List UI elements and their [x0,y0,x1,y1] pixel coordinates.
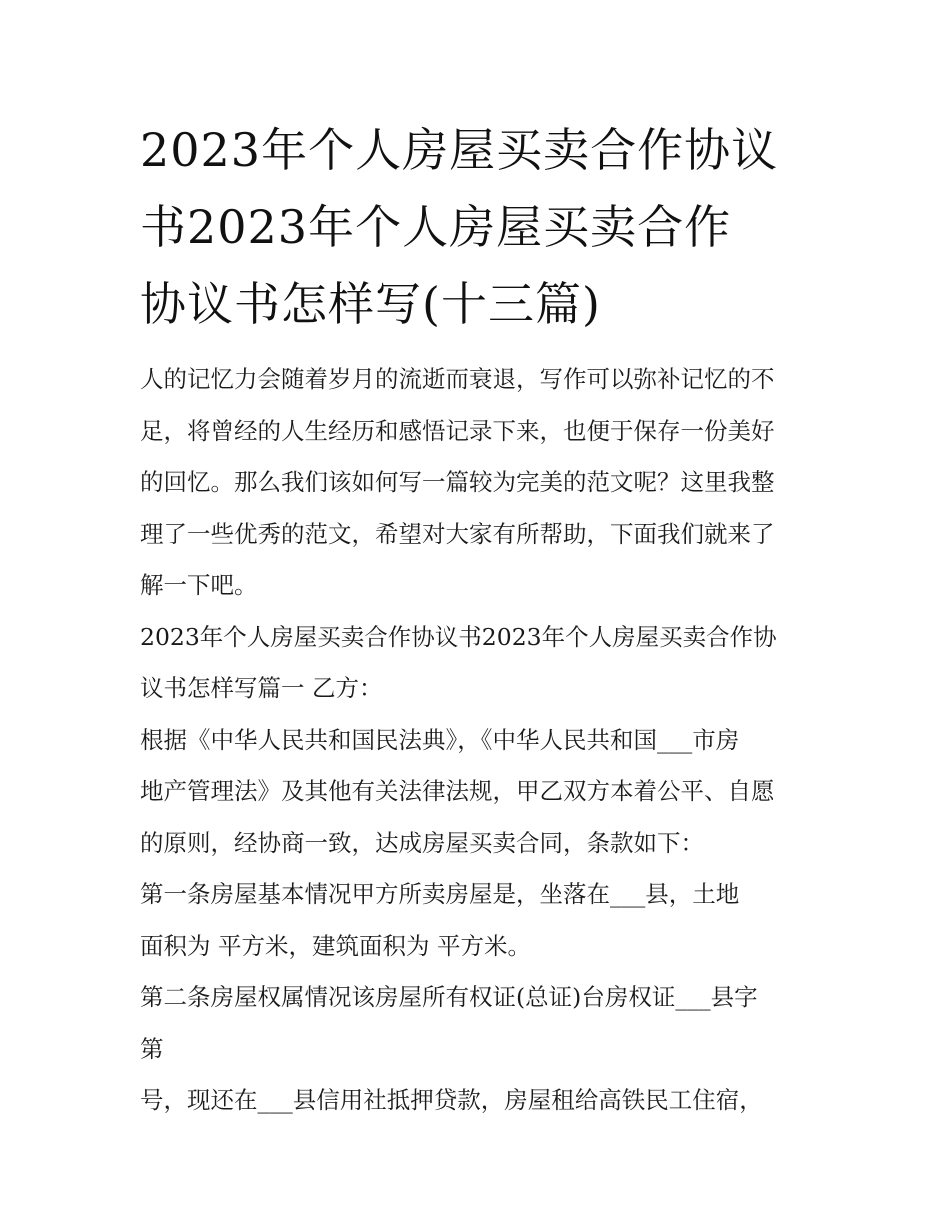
body-line: 根据《中华人民共和国民法典》，《中华人民共和国___市房 [140,725,740,754]
body-line: 解一下吧。 [140,571,258,599]
body-line: 人的记忆力会随着岁月的流逝而衰退，写作可以弥补记忆的不 [140,365,775,393]
body-line: 面积为 平方米，建筑面积为 平方米。 [140,931,531,960]
body-line: 足，将曾经的人生经历和感悟记录下来，也便于保存一份美好 [140,416,775,445]
body-line: 第一条房屋基本情况甲方所卖房屋是，坐落在___县，土地 [140,880,740,908]
title-line-2: 书2023年个人房屋买卖合作 [140,200,732,254]
body-line: 议书怎样写篇一 乙方： [140,674,383,702]
title-line-1: 2023年个人房屋买卖合作协议 [140,123,779,177]
document-body [140,354,820,1127]
body-line: 的原则，经协商一致，达成房屋买卖合同，条款如下： [140,828,704,857]
body-line: 2023年个人房屋买卖合作协议书2023年个人房屋买卖合作协 [140,622,777,651]
body-line: 的回忆。那么我们该如何写一篇较为完美的范文呢？这里我整 [140,468,775,496]
body-line: 第二条房屋权属情况该房屋所有权证(总证)台房权证___县字 [140,983,758,1011]
title-line-3: 协议书怎样写(十三篇) [140,277,601,331]
document-title [140,112,820,343]
body-line: 理了一些优秀的范文，希望对大家有所帮助，下面我们就来了 [140,519,775,548]
body-line: 号，现还在___县信用社抵押贷款，房屋租给高铁民工住宿， [140,1086,763,1114]
body-line: 地产管理法》及其他有关法律法规，甲乙双方本着公平、自愿 [140,777,775,805]
body-line: 第 [140,1034,164,1063]
